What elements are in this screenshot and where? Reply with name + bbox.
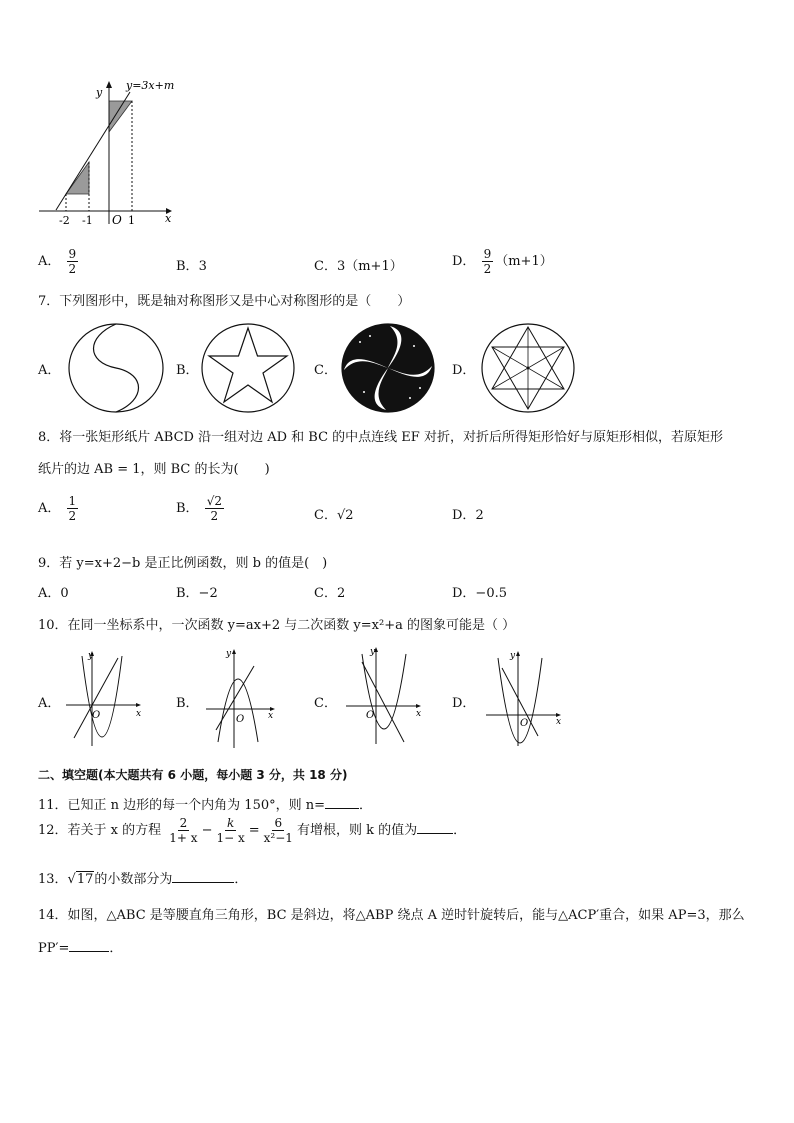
- q10-graph-b: [200, 646, 286, 750]
- q10-graph-c: [340, 644, 430, 748]
- q10-graph-a: [60, 648, 146, 748]
- svg-text:x: x: [416, 709, 422, 719]
- q6-tick-1: 1: [128, 214, 135, 227]
- svg-text:y: y: [510, 651, 516, 661]
- q8-option-b: B． $\frac{√2}{2}$: [176, 494, 222, 523]
- q6-x-label: x: [165, 212, 172, 225]
- svg-text:y: y: [226, 649, 232, 659]
- q7-figure-c-swirl: [340, 322, 436, 414]
- q13-question: 13．√17的小数部分为 ．: [38, 872, 248, 887]
- svg-text:O: O: [92, 710, 101, 721]
- q10-option-a-label: A．: [38, 696, 61, 711]
- svg-text:y: y: [370, 647, 376, 657]
- q10-option-b-label: B．: [176, 696, 199, 711]
- q9-stem: 9．若 y=x+2−b 是正比例函数，则 b 的值是( ): [38, 556, 328, 571]
- q7-option-b-label: B．: [176, 363, 199, 378]
- q6-tick-neg2: -2: [59, 214, 70, 227]
- svg-text:y: y: [88, 651, 94, 661]
- q10-stem: 10．在同一坐标系中，一次函数 y=ax+2 与二次函数 y=x²+a 的图象可能是（ ）: [38, 618, 516, 633]
- svg-text:O: O: [366, 710, 375, 721]
- q10-option-c-label: C．: [314, 696, 337, 711]
- q6-graph: [34, 74, 184, 234]
- q10-graph-d: [480, 648, 570, 748]
- q9-option-b: B．−2: [176, 586, 218, 601]
- q11-question: 11．已知正 n 边形的每一个内角为 150°，则 n= ．: [38, 798, 373, 813]
- q12-answer-blank[interactable]: [417, 821, 453, 834]
- q7-option-c-label: C．: [314, 363, 337, 378]
- q6-option-d: D． $\frac{9}{2}$ （m+1）: [452, 247, 553, 276]
- q7-option-a-label: A．: [38, 363, 61, 378]
- q8-option-a: A． $\frac{1}{2}$: [38, 494, 77, 523]
- section-2-title: 二、填空题(本大题共有 6 小题，每小题 3 分，共 18 分): [38, 768, 348, 782]
- q14-stem-line1: 14．如图，△ABC 是等腰直角三角形，BC 是斜边，将△ABP 绕点 A 逆时针旋转后，能与△ACP′重合，如果 AP=3，那么: [38, 908, 745, 923]
- q6-line: [56, 92, 130, 210]
- q8-stem-line1: 8．将一张矩形纸片 ABCD 沿一组对边 AD 和 BC 的中点连线 EF 对折，对折后所得矩形恰好与原矩形相似，若原矩形: [38, 430, 723, 445]
- q7-option-d-label: D．: [452, 363, 476, 378]
- q6-option-a-fraction: $\frac{9}{2}$: [68, 247, 77, 276]
- q7-stem: 7．下列图形中，既是轴对称图形又是中心对称图形的是（ ）: [38, 294, 411, 309]
- q8-option-d: D．2: [452, 508, 484, 523]
- q11-answer-blank[interactable]: [325, 796, 359, 809]
- q9-option-c: C．2: [314, 586, 346, 601]
- q14-answer-blank[interactable]: [69, 939, 109, 952]
- q7-figure-a-yin-yang: [66, 322, 166, 414]
- q6-tick-neg1: -1: [82, 214, 93, 227]
- q7-figure-d-hexagram: [480, 322, 576, 414]
- q6-shaded-triangle-right: [109, 101, 132, 132]
- q10-option-d-label: D．: [452, 696, 476, 711]
- svg-text:x: x: [556, 717, 562, 727]
- q8-stem-line2: 纸片的边 AB = 1，则 BC 的长为( ): [38, 462, 270, 477]
- q6-option-b: B．3: [176, 259, 207, 274]
- svg-text:x: x: [268, 711, 274, 721]
- q12-question: 12．若关于 x 的方程 $\frac{2}{1+ x}$ − $\frac{k}{1- x}$ = $\frac{6}{\text{x²−1}}$ 有增根，则 k 的值为 ．: [38, 816, 467, 845]
- q6-option-c: C．3（m+1）: [314, 259, 403, 274]
- svg-text:O: O: [520, 718, 529, 729]
- q8-option-c: C．√2: [314, 508, 354, 523]
- svg-text:x: x: [136, 709, 142, 719]
- q6-option-a: A． $\frac{9}{2}$: [38, 247, 77, 276]
- svg-text:O: O: [236, 714, 245, 725]
- q7-figure-b-star: [200, 322, 296, 414]
- q9-option-a: A．0: [38, 586, 69, 601]
- q6-origin-label: O: [112, 213, 122, 227]
- q14-stem-line2: PP′= ．: [38, 941, 123, 956]
- q6-y-label: y: [96, 86, 103, 99]
- q6-option-d-fraction: $\frac{9}{2}$: [483, 247, 492, 276]
- q13-answer-blank[interactable]: [172, 870, 234, 883]
- q9-option-d: D．−0.5: [452, 586, 507, 601]
- q6-line-label: y=3x+m: [126, 79, 175, 92]
